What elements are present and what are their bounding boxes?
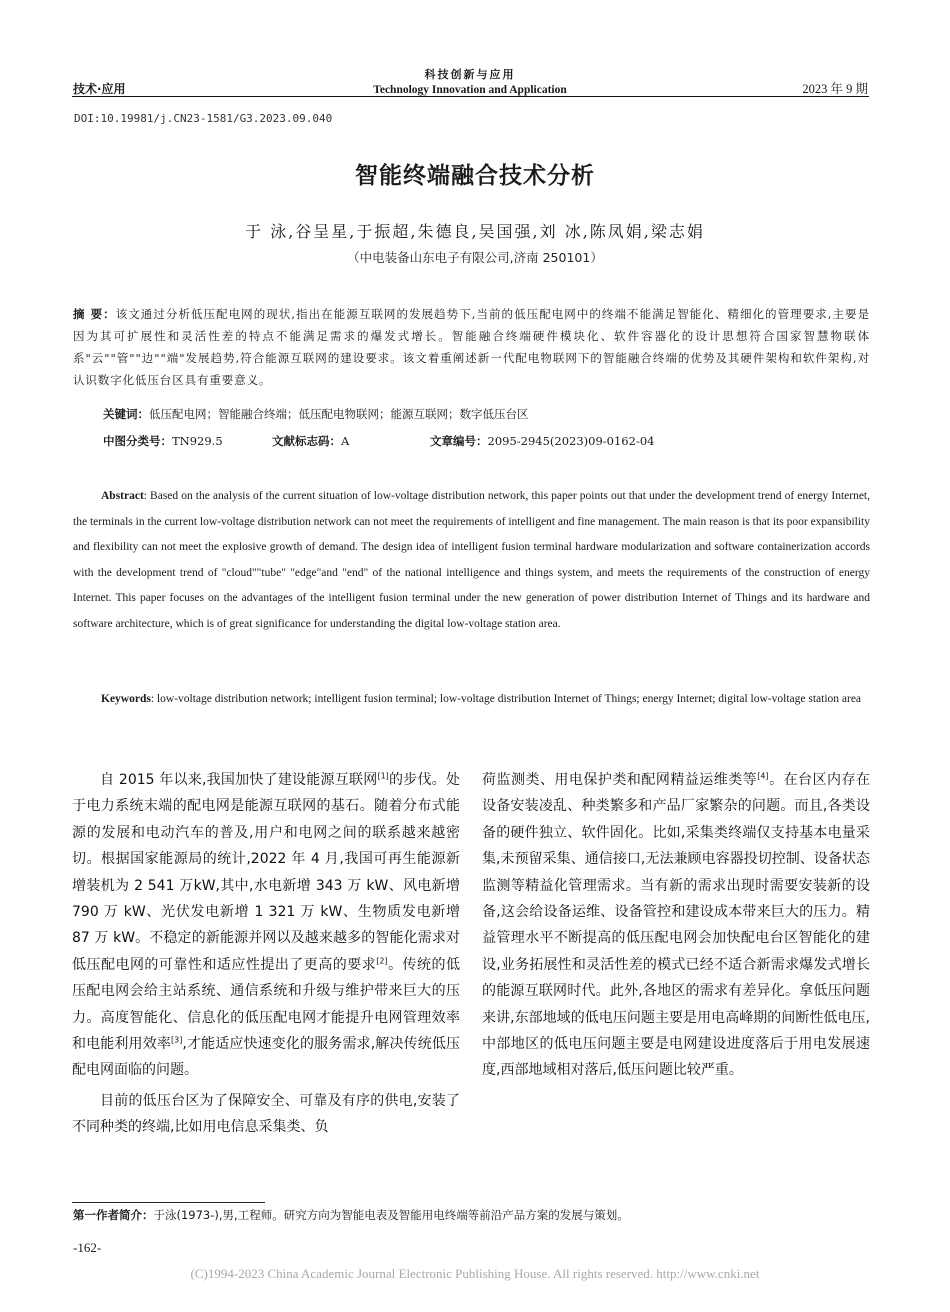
- classification-value: TN929.5: [172, 434, 223, 448]
- authors: 于 泳,谷呈星,于振超,朱德良,吴国强,刘 冰,陈凤娟,梁志娟: [245, 222, 705, 241]
- body-text: 荷监测类、用电保护类和配网精益运维类等: [482, 772, 758, 788]
- doc-code-value: A: [341, 434, 350, 448]
- keywords-en: [73, 687, 870, 712]
- body-column-left: [72, 767, 460, 1141]
- affiliation: （中电装备山东电子有限公司,济南 250101）: [347, 250, 603, 265]
- body-paragraph: 目前的低压台区为了保障安全、可靠及有序的供电,安装了不同种类的终端,比如用电信息采集类、负: [72, 1092, 460, 1136]
- journal-header: [300, 66, 640, 96]
- citation: [2]: [376, 956, 388, 966]
- article-no-label: 文章编号：: [430, 434, 488, 448]
- keywords-cn-label: 关键词：: [103, 407, 149, 421]
- body-text: 。传统的低压配电网会给主站系统、通信系统和升级与维护带来巨大的压力。高度智能化、信息化的低压配电网才能提升电网管理效率和电能利用效率: [72, 956, 461, 1053]
- journal-name-cn: 科技创新与应用: [424, 68, 516, 81]
- journal-name-en: Technology Innovation and Application: [373, 84, 567, 96]
- citation: [1]: [377, 771, 389, 781]
- body-text: 自 2015 年以来,我国加快了建设能源互联网: [100, 772, 378, 788]
- body-text: ,才能适应快速变化的服务需求,解决传统低压配电网面临的问题。: [72, 1036, 461, 1079]
- document-code: [272, 433, 349, 449]
- header-divider: [72, 96, 869, 97]
- paper-title: 智能终端融合技术分析: [355, 163, 595, 189]
- page-number: -162-: [73, 1240, 102, 1255]
- body-paragraph: [72, 767, 460, 1084]
- keywords-cn-text: 低压配电网；智能融合终端；低压配电物联网；能源互联网；数字低压台区: [149, 407, 529, 421]
- issue-label: 2023 年 9 期: [802, 82, 868, 96]
- footnote-text: 于泳(1973-),男,工程师。研究方向为智能电表及智能用电终端等前沿产品方案的发展与策划。: [153, 1208, 629, 1222]
- citation: [4]: [757, 771, 769, 781]
- footnote-label: 第一作者简介：: [73, 1208, 154, 1222]
- section-label: 技术·应用: [73, 82, 126, 96]
- article-no-value: 2095-2945(2023)09-0162-04: [487, 434, 655, 448]
- article-number: [430, 433, 654, 449]
- abstract-en: [73, 484, 870, 637]
- citation: [3]: [170, 1035, 183, 1045]
- body-column-right: [482, 767, 870, 1084]
- body-text: 的步伐。处于电力系统末端的配电网是能源互联网的基石。随着分布式能源的发展和电动汽车的普及,用户和电网之间的联系越来越密切。根据国家能源局的统计,2022 年 4 月,我国可再生能源新增装机为 2 541 万kW,其中,水电新增 343 万 kW、风电新增 790 万 kW、光伏发电新增 1 321 万 kW、生物质发电新增 87 万 kW。不稳定的新能源并网以及越来越多的智能化需求对低压配电网的可靠性和适应性提出了更高的要求: [72, 772, 460, 973]
- classification-number: [103, 433, 223, 449]
- body-paragraph: [482, 767, 870, 1084]
- keywords-cn: [103, 406, 529, 422]
- abstract-en-label: Abstract: [101, 490, 144, 502]
- body-text: 。在台区内存在设备安装凌乱、种类繁多和产品厂家繁杂的问题。而且,各类设备的硬件独立、软件固化。比如,采集类终端仅支持基本电量采集,未预留采集、通信接口,无法兼顾电容器投切控制、设备状态监测等精益化管理需求。当有新的需求出现时需要安装新的设备,这会给设备运维、设备管控和建设成本带来巨大的压力。精益管理水平不断提高的低压配电网会加快配电台区智能化的建设,业务拓展性和灵活性差的模式已经不适合新需求爆发式增长的能源互联网时代。此外,各地区的需求有差异化。拿低压问题来讲,东部地域的低电压问题主要是用电高峰期的间断性低电压, 中部地区的低电压问题主要是电网建设进度落后于用电发展速度,西部地域相对落后,低压问题比较严重。: [482, 772, 871, 1079]
- abstract-cn-label: 摘 要：: [73, 307, 116, 321]
- doi: DOI:10.19981/j.CN23-1581/G3.2023.09.040: [74, 112, 333, 125]
- footnote: [73, 1207, 629, 1223]
- footnote-divider: [72, 1202, 265, 1203]
- keywords-en-label: Keywords: [101, 693, 151, 705]
- abstract-cn: [73, 303, 870, 391]
- keywords-en-text: : low-voltage distribution network; intelligent fusion terminal; low-voltage distribution Internet of Things; energy Internet; digital low-voltage station area: [150, 693, 862, 705]
- abstract-cn-text: 该文通过分析低压配电网的现状,指出在能源互联网的发展趋势下,当前的低压配电网中的终端不能满足智能化、精细化的管理要求,主要是因为其可扩展性和灵活性差的特点不能满足需求的爆发式增长。智能融合终端硬件模块化、软件容器化的设计思想符合国家智慧物联体系"云""管""边""端"发展趋势,符合能源互联网的建设要求。该文着重阐述新一代配电物联网下的智能融合终端的优势及其硬件架构和软件架构,对认识数字化低压台区具有重要意义。: [73, 307, 870, 387]
- doc-code-label: 文献标志码：: [272, 434, 341, 448]
- copyright-notice: (C)1994-2023 China Academic Journal Electronic Publishing House. All rights reserved. http://www.cnki.net: [190, 1266, 760, 1281]
- classification-label: 中图分类号：: [103, 434, 172, 448]
- abstract-en-text: : Based on the analysis of the current situation of low-voltage distribution network, this paper points out that under the development trend of energy Internet, the terminals in the current low-voltage distribution network can not meet the requirements of intelligent and fine management. The main reason is that its poor expansibility and flexibility can not meet the explosive growth of demand. The design idea of intelligent fusion terminal hardware modularization and software containerization accords with the development trend of "cloud""tube" "edge"and "end" of the national intelligence and things system, and meets the requirements of the construction of energy Internet. This paper focuses on the advantages of the intelligent fusion terminal under the new generation of power distribution Internet of Things and its hardware and software architecture, which is of great significance for understanding the digital low-voltage station area.: [73, 490, 870, 630]
